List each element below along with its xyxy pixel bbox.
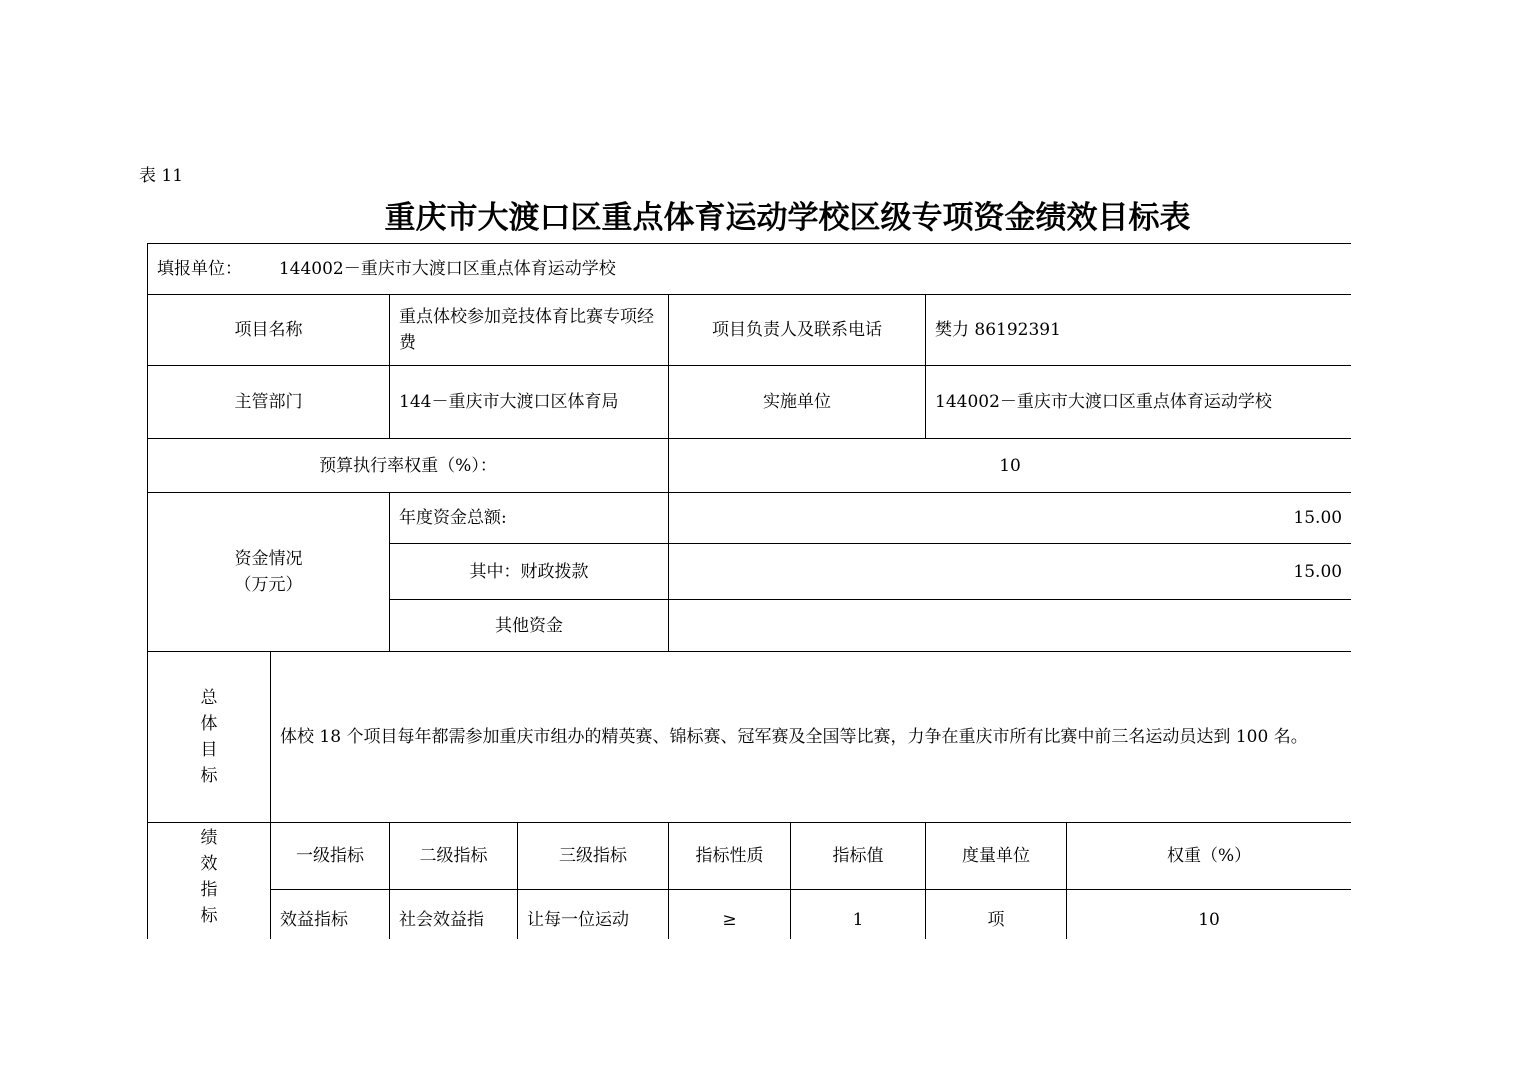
implementing-unit-label: 实施单位	[669, 366, 926, 439]
indicator-header-row	[148, 823, 1352, 890]
indicators-char: 标	[200, 906, 218, 926]
indicator-value: 1	[791, 890, 926, 940]
department-row	[148, 366, 1352, 439]
indicators-char: 效	[200, 854, 218, 874]
funds-total-label: 年度资金总额:	[390, 493, 669, 544]
funds-label-line2: （万元）	[234, 575, 303, 595]
funds-label	[148, 493, 390, 652]
header-level3: 三级指标	[518, 823, 669, 890]
indicators-char: 指	[200, 880, 218, 900]
fill-unit-label: 填报单位：	[157, 259, 242, 279]
performance-target-table	[147, 243, 1351, 939]
indicator-weight: 10	[1067, 890, 1352, 940]
budget-rate-value: 10	[669, 439, 1352, 493]
budget-rate-row	[148, 439, 1352, 493]
department-value: 144－重庆市大渡口区体育局	[390, 366, 669, 439]
overall-goal-char: 体	[200, 714, 218, 734]
funds-fiscal-label: 其中：财政拨款	[390, 544, 669, 600]
indicator-nature: ≥	[669, 890, 791, 940]
header-level1: 一级指标	[271, 823, 390, 890]
indicator-level2: 社会效益指	[390, 890, 518, 940]
indicator-unit: 项	[926, 890, 1067, 940]
funds-label-line1: 资金情况	[234, 549, 303, 569]
table-number: 表 11	[139, 166, 184, 186]
contact-label: 项目负责人及联系电话	[669, 295, 926, 366]
funds-total-value: 15.00	[669, 493, 1352, 544]
overall-goal-row	[148, 652, 1352, 823]
header-nature: 指标性质	[669, 823, 791, 890]
header-unit: 度量单位	[926, 823, 1067, 890]
department-label: 主管部门	[148, 366, 390, 439]
indicators-char: 绩	[200, 828, 218, 848]
indicator-level1: 效益指标	[271, 890, 390, 940]
header-weight: 权重（%）	[1067, 823, 1352, 890]
page-title: 重庆市大渡口区重点体育运动学校区级专项资金绩效目标表	[384, 200, 1191, 236]
fill-unit-cell	[148, 244, 1352, 295]
overall-goal-char: 目	[200, 740, 218, 760]
project-row	[148, 295, 1352, 366]
fill-unit-value: 144002－重庆市大渡口区重点体育运动学校	[278, 259, 616, 279]
implementing-unit-value: 144002－重庆市大渡口区重点体育运动学校	[926, 366, 1352, 439]
fill-unit-row	[148, 244, 1352, 295]
funds-other-value	[669, 600, 1352, 652]
funds-fiscal-value: 15.00	[669, 544, 1352, 600]
funds-other-label: 其他资金	[390, 600, 669, 652]
project-name-value: 重点体校参加竞技体育比赛专项经费	[390, 295, 669, 366]
indicators-label	[148, 823, 271, 940]
indicator-row	[148, 890, 1352, 940]
funds-total-row	[148, 493, 1352, 544]
overall-goal-text: 体校 18 个项目每年都需参加重庆市组办的精英赛、锦标赛、冠军赛及全国等比赛，力争在重庆市所有比赛中前三名运动员达到 100 名。	[271, 652, 1352, 823]
header-level2: 二级指标	[390, 823, 518, 890]
budget-rate-label: 预算执行率权重（%）：	[148, 439, 669, 493]
header-value: 指标值	[791, 823, 926, 890]
overall-goal-char: 总	[200, 688, 218, 708]
contact-value: 樊力 86192391	[926, 295, 1352, 366]
overall-goal-char: 标	[200, 766, 218, 786]
indicator-level3: 让每一位运动	[518, 890, 669, 940]
overall-goal-label	[148, 652, 271, 823]
project-name-label: 项目名称	[148, 295, 390, 366]
